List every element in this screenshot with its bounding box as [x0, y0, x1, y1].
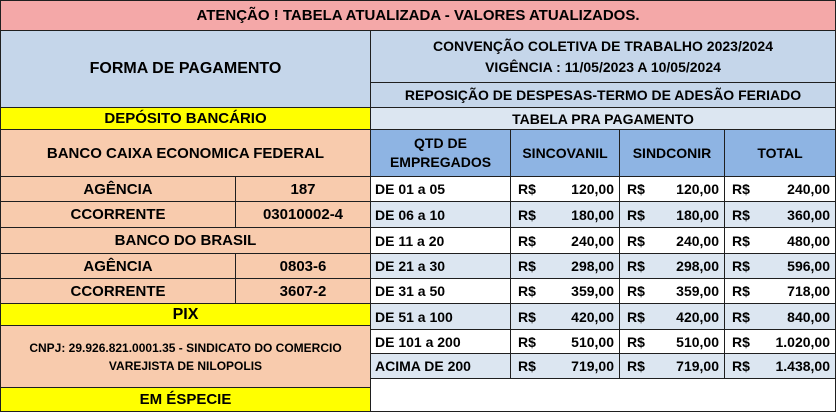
currency-symbol: R$	[732, 358, 750, 374]
currency-symbol: R$	[627, 308, 645, 325]
cnpj-line-2: VAREJISTA DE NILOPOLIS	[108, 358, 263, 373]
caixa-bank-title: BANCO CAIXA ECONOMICA FEDERAL	[0, 129, 371, 177]
bank-deposit-heading: DEPÓSITO BANCÁRIO	[0, 107, 371, 130]
amount-value: 480,00	[787, 232, 830, 249]
sindconir-value-cell	[619, 253, 725, 279]
amount-value: 719,00	[676, 358, 719, 374]
currency-symbol: R$	[627, 258, 645, 274]
bb-agency-value: 0803-6	[235, 253, 371, 279]
currency-symbol: R$	[627, 181, 645, 197]
pix-heading: PIX	[0, 303, 371, 326]
bb-agency-label: AGÊNCIA	[0, 253, 236, 279]
amount-value: 359,00	[571, 283, 614, 299]
column-header-sincovanil: SINCOVANIL	[510, 129, 620, 177]
amount-value: 359,00	[676, 283, 719, 299]
amount-value: 120,00	[571, 181, 614, 197]
column-header-sindconir: SINDCONIR	[619, 129, 725, 177]
column-header-total: TOTAL	[724, 129, 836, 177]
employee-range-cell: ACIMA DE 200	[370, 353, 511, 379]
currency-symbol: R$	[732, 333, 750, 350]
currency-symbol: R$	[518, 181, 536, 197]
employee-range-cell: DE 11 a 20	[370, 227, 511, 254]
currency-symbol: R$	[732, 258, 750, 274]
sindconir-value-cell	[619, 303, 725, 330]
bb-account-label: CCORRENTE	[0, 278, 236, 304]
amount-value: 180,00	[676, 206, 719, 223]
employee-range-cell: DE 101 a 200	[370, 329, 511, 354]
reimbursement-heading: REPOSIÇÃO DE DESPESAS-TERMO DE ADESÃO FERIADO	[370, 82, 836, 108]
amount-value: 360,00	[787, 206, 830, 223]
currency-symbol: R$	[518, 232, 536, 249]
cash-payment-heading: EM ÉSPECIE	[0, 387, 371, 412]
total-value-cell	[724, 176, 836, 202]
sincovanil-value-cell	[510, 303, 620, 330]
sincovanil-value-cell	[510, 201, 620, 228]
currency-symbol: R$	[732, 181, 750, 197]
total-value-cell	[724, 201, 836, 228]
total-value-cell	[724, 303, 836, 330]
amount-value: 1.020,00	[775, 333, 830, 350]
sincovanil-value-cell	[510, 353, 620, 379]
caixa-account-label: CCORRENTE	[0, 201, 236, 228]
sincovanil-value-cell	[510, 176, 620, 202]
currency-symbol: R$	[627, 283, 645, 299]
amount-value: 240,00	[787, 181, 830, 197]
caixa-account-value: 03010002-4	[235, 201, 371, 228]
agreement-title: CONVENÇÃO COLETIVA DE TRABALHO 2023/2024	[433, 37, 773, 54]
currency-symbol: R$	[518, 308, 536, 325]
amount-value: 420,00	[571, 308, 614, 325]
caixa-agency-value: 187	[235, 176, 371, 202]
currency-symbol: R$	[627, 333, 645, 350]
column-header-employees	[370, 129, 511, 177]
currency-symbol: R$	[627, 232, 645, 249]
currency-symbol: R$	[732, 232, 750, 249]
caixa-agency-label: AGÊNCIA	[0, 176, 236, 202]
currency-symbol: R$	[627, 206, 645, 223]
employee-range-cell: DE 51 a 100	[370, 303, 511, 330]
sindconir-value-cell	[619, 353, 725, 379]
sincovanil-value-cell	[510, 329, 620, 354]
cnpj-line-1: CNPJ: 29.926.821.0001.35 - SINDICATO DO COMERCIO	[29, 340, 342, 355]
currency-symbol: R$	[732, 283, 750, 299]
empty-cell	[370, 378, 836, 412]
sincovanil-value-cell	[510, 227, 620, 254]
amount-value: 840,00	[787, 308, 830, 325]
validity-period: VIGÊNCIA : 11/05/2023 A 10/05/2024	[485, 58, 721, 75]
amount-value: 298,00	[571, 258, 614, 274]
currency-symbol: R$	[732, 308, 750, 325]
sincovanil-value-cell	[510, 253, 620, 279]
sindconir-value-cell	[619, 278, 725, 304]
employees-header-line-2: EMPREGADOS	[389, 154, 492, 170]
bb-account-value: 3607-2	[235, 278, 371, 304]
currency-symbol: R$	[518, 358, 536, 374]
warning-banner: ATENÇÃO ! TABELA ATUALIZADA - VALORES ATUALIZADOS.	[0, 0, 836, 31]
agreement-info	[370, 30, 836, 83]
currency-symbol: R$	[518, 206, 536, 223]
sindconir-value-cell	[619, 227, 725, 254]
total-value-cell	[724, 329, 836, 354]
employee-range-cell: DE 06 a 10	[370, 201, 511, 228]
total-value-cell	[724, 353, 836, 379]
currency-symbol: R$	[518, 333, 536, 350]
pix-cnpj-info	[0, 325, 371, 388]
payment-method-heading: FORMA DE PAGAMENTO	[0, 30, 371, 108]
amount-value: 718,00	[787, 283, 830, 299]
amount-value: 120,00	[676, 181, 719, 197]
currency-symbol: R$	[518, 258, 536, 274]
sindconir-value-cell	[619, 201, 725, 228]
sindconir-value-cell	[619, 329, 725, 354]
amount-value: 180,00	[571, 206, 614, 223]
amount-value: 510,00	[571, 333, 614, 350]
bb-bank-title: BANCO DO BRASIL	[0, 227, 371, 254]
total-value-cell	[724, 227, 836, 254]
total-value-cell	[724, 253, 836, 279]
amount-value: 719,00	[571, 358, 614, 374]
amount-value: 240,00	[676, 232, 719, 249]
amount-value: 596,00	[787, 258, 830, 274]
employee-range-cell: DE 21 a 30	[370, 253, 511, 279]
sincovanil-value-cell	[510, 278, 620, 304]
payment-table-heading: TABELA PRA PAGAMENTO	[370, 107, 836, 130]
amount-value: 420,00	[676, 308, 719, 325]
currency-symbol: R$	[732, 206, 750, 223]
employee-range-cell: DE 01 a 05	[370, 176, 511, 202]
amount-value: 298,00	[676, 258, 719, 274]
employees-header-line-1: QTD DE	[414, 135, 467, 152]
employee-range-cell: DE 31 a 50	[370, 278, 511, 304]
sindconir-value-cell	[619, 176, 725, 202]
amount-value: 1.438,00	[775, 358, 830, 374]
total-value-cell	[724, 278, 836, 304]
amount-value: 240,00	[571, 232, 614, 249]
currency-symbol: R$	[627, 358, 645, 374]
amount-value: 510,00	[676, 333, 719, 350]
currency-symbol: R$	[518, 283, 536, 299]
